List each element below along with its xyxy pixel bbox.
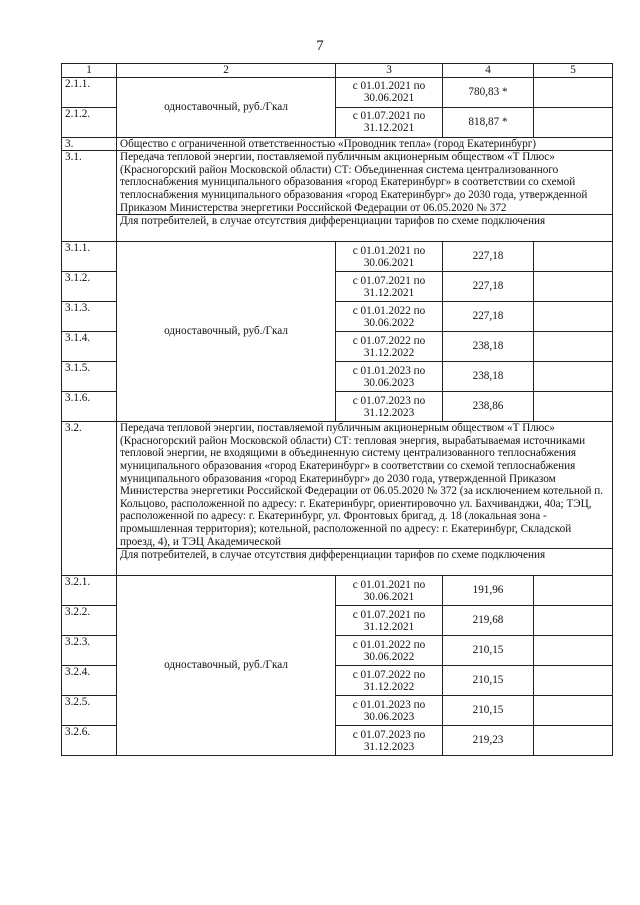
consumers-row [62,215,613,242]
tariff-value: 238,18 [443,332,534,362]
row-number: 3.2.3. [62,636,117,666]
tariff-value: 219,23 [443,726,534,756]
row-number: 2.1.2. [62,107,117,137]
period-cell: с 01.01.2023 по 30.06.2023 [336,696,443,726]
period-cell: с 01.01.2021 по 30.06.2021 [336,77,443,107]
org-row [62,137,613,151]
empty-cell [534,666,613,696]
period-cell: с 01.07.2021 по 31.12.2021 [336,107,443,137]
tariff-value: 227,18 [443,242,534,272]
empty-cell [534,726,613,756]
empty-cell [534,242,613,272]
row-number: 3.1.1. [62,242,117,272]
row-number: 3.1.5. [62,362,117,392]
row-number: 3.2. [62,422,117,576]
consumers-note: Для потребителей, в случае отсутствия дифференциации тарифов по схеме подключения [117,549,613,576]
tariff-value: 210,15 [443,636,534,666]
period-cell: с 01.07.2021 по 31.12.2021 [336,272,443,302]
row-number: 3.2.5. [62,696,117,726]
tariff-value: 780,83 * [443,77,534,107]
period-cell: с 01.01.2022 по 30.06.2022 [336,636,443,666]
row-number: 2.1.1. [62,77,117,107]
empty-cell [534,636,613,666]
tariff-value: 818,87 * [443,107,534,137]
row-number: 3.1.3. [62,302,117,332]
empty-cell [534,332,613,362]
row-number: 3.2.4. [62,666,117,696]
row-number: 3.1.6. [62,392,117,422]
tariff-value: 238,86 [443,392,534,422]
header-col-4: 4 [443,64,534,78]
period-cell: с 01.01.2022 по 30.06.2022 [336,302,443,332]
empty-cell [534,107,613,137]
period-cell: с 01.01.2021 по 30.06.2021 [336,576,443,606]
row-number: 3. [62,137,117,151]
tariff-value: 227,18 [443,272,534,302]
row-number: 3.2.6. [62,726,117,756]
rate-type-cell: одноставочный, руб./Гкал [117,576,336,756]
rate-type-cell: одноставочный, руб./Гкал [117,77,336,137]
tariff-value: 191,96 [443,576,534,606]
tariff-value: 238,18 [443,362,534,392]
block-description: Передача тепловой энергии, поставляемой публичным акционерным обществом «Т Плюс» (Красногорский район Московской области) СТ: тепловая энергия, вырабатываемая источниками тепловой энергии, не входящими в объединенную систему централизованного теплоснабжения муниципального образования «город Екатеринбург» в соответствии со схемой теплоснабжения муниципального образования «город Екатеринбург» до 2030 года, утвержденной Приказом Министерства энергетики Российской Федерации от 06.05.2020 № 372 (за исключением котельной п. Кольцово, расположенной по адресу: г. Екатеринбург, ориентировочно ул. Бахчиванджи, 40а; ТЭЦ, расположенной по адресу: г. Екатеринбург, ул. Фронтовых бригад, д. 18 (локальная зона - промышленная территория); котельной, расположенной по адресу: г. Екатеринбург, Складской проезд, 4), и ТЭЦ Академической [117,422,613,549]
page-number: 7 [316,38,324,54]
period-cell: с 01.01.2021 по 30.06.2021 [336,242,443,272]
tariff-value: 219,68 [443,606,534,636]
header-col-5: 5 [534,64,613,78]
period-cell: с 01.07.2022 по 31.12.2022 [336,666,443,696]
empty-cell [534,302,613,332]
empty-cell [534,392,613,422]
row-number: 3.1. [62,151,117,242]
row-number: 3.1.4. [62,332,117,362]
tariff-value: 227,18 [443,302,534,332]
header-col-3: 3 [336,64,443,78]
empty-cell [534,696,613,726]
row-number: 3.2.1. [62,576,117,606]
header-col-2: 2 [117,64,336,78]
row-number: 3.2.2. [62,606,117,636]
table-row [62,77,613,107]
empty-cell [534,272,613,302]
empty-cell [534,362,613,392]
block-description-row [62,151,613,215]
tariff-value: 210,15 [443,696,534,726]
empty-cell [534,77,613,107]
consumers-note: Для потребителей, в случае отсутствия дифференциации тарифов по схеме подключения [117,215,613,242]
table-row [62,576,613,606]
period-cell: с 01.07.2021 по 31.12.2021 [336,606,443,636]
period-cell: с 01.07.2023 по 31.12.2023 [336,392,443,422]
block-description: Передача тепловой энергии, поставляемой публичным акционерным обществом «Т Плюс» (Красногорский район Московской области) СТ: Объединенная система централизованного теплоснабжения муниципального образования «город Екатеринбург» в соответствии со схемой теплоснабжения муниципального образования «город Екатеринбург» до 2030 года, утвержденной Приказом Министерства энергетики Российской Федерации от 06.05.2020 № 372 [117,151,613,215]
row-number: 3.1.2. [62,272,117,302]
empty-cell [534,576,613,606]
org-name: Общество с ограниченной ответственностью «Проводник тепла» (город Екатеринбург) [117,137,613,151]
rate-type-cell: одноставочный, руб./Гкал [117,242,336,422]
header-row [62,64,613,78]
header-col-1: 1 [62,64,117,78]
block-description-row [62,422,613,549]
empty-cell [534,606,613,636]
period-cell: с 01.07.2023 по 31.12.2023 [336,726,443,756]
consumers-row [62,549,613,576]
table-row [62,242,613,272]
tariff-table [61,63,613,756]
period-cell: с 01.01.2023 по 30.06.2023 [336,362,443,392]
tariff-value: 210,15 [443,666,534,696]
period-cell: с 01.07.2022 по 31.12.2022 [336,332,443,362]
